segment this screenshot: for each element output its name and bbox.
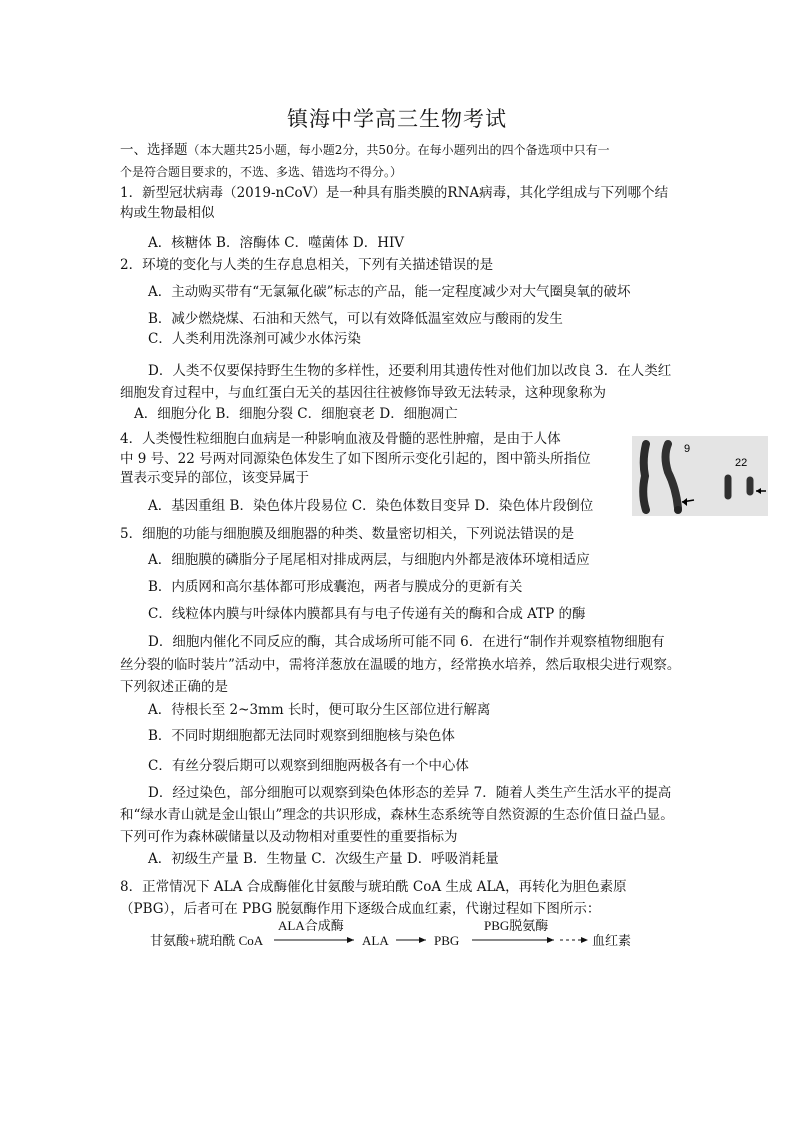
q7-options: A．初级生产量 B．生物量 C．次级生产量 D．呼吸消耗量 bbox=[148, 851, 499, 867]
pathway-arrow-2-head bbox=[419, 937, 426, 943]
page-title: 镇海中学高三生物考试 bbox=[287, 107, 507, 131]
section-heading-line bbox=[120, 141, 610, 159]
q1-stem-line1: 1．新型冠状病毒（2019-nCoV）是一种具有脂类膜的RNA病毒，其化学组成与下列哪个结 bbox=[120, 185, 669, 201]
q1-stem-line2: 构或生物最相似 bbox=[120, 205, 215, 221]
q6-option-b: B．不同时期细胞都无法同时观察到细胞核与染色体 bbox=[148, 728, 455, 744]
q2-stem: 2．环境的变化与人类的生存息息相关，下列有关描述错误的是 bbox=[120, 257, 494, 273]
q2-option-d: D．人类不仅要保持野生生物的多样性，还要利用其遗传性对他们加以改良 3．在人类红 bbox=[148, 363, 672, 379]
q4-stem-line3: 置表示变异的部位，该变异属于 bbox=[120, 470, 309, 486]
chromosome-9b-tip bbox=[674, 506, 682, 514]
q5-option-d: D．细胞内催化不同反应的酶，其合成场所可能不同 6．在进行“制作并观察植物细胞有 bbox=[148, 634, 665, 650]
q7-stem-line3: 下列可作为森林碳储量以及动物相对重要性的重要指标为 bbox=[120, 829, 458, 845]
chromosome-label-9: 9 bbox=[684, 443, 691, 455]
chromosome-figure bbox=[632, 436, 768, 516]
q5-option-b: B．内质网和高尔基体都可形成囊泡，两者与膜成分的更新有关 bbox=[148, 579, 523, 595]
q7-stem-line2: 和“绿水青山就是金山银山”理念的共识形成，森林生态系统等自然资源的生态价值日益凸显。 bbox=[120, 807, 674, 823]
pathway-ala: ALA bbox=[362, 933, 389, 948]
q6-option-c: C．有丝分裂后期可以观察到细胞两极各有一个中心体 bbox=[148, 758, 469, 774]
pathway-end: 血红素 bbox=[592, 933, 632, 948]
q3-stem-line2: 细胞发育过程中，与血红蛋白无关的基因往往被修饰导致无法转录，这种现象称为 bbox=[120, 385, 606, 401]
q4-options: A．基因重组 B．染色体片段易位 C．染色体数目变异 D．染色体片段倒位 bbox=[148, 498, 594, 514]
chromosome-label-22: 22 bbox=[735, 457, 748, 469]
pathway-pbg: PBG bbox=[434, 933, 460, 948]
q6-option-d: D．经过染色，部分细胞可以观察到染色体形态的差异 7．随着人类生产生活水平的提高 bbox=[148, 785, 672, 801]
chromosome-photo bbox=[632, 436, 768, 516]
section-note-1: （本大题共25小题，每小题2分，共50分。在每小题列出的四个备选项中只有一 bbox=[187, 143, 610, 157]
q4-stem-line1: 4．人类慢性粒细胞白血病是一种影响血液及骨髓的恶性肿瘤，是由于人体 bbox=[120, 431, 561, 447]
chromosome-9a bbox=[643, 444, 646, 510]
q2-option-a: A．主动购买带有“无氯氟化碳”标志的产品，能一定程度减少对大气圈臭氧的破坏 bbox=[148, 284, 631, 300]
q6-stem-line2: 丝分裂的临时装片”活动中，需将洋葱放在温暖的地方，经常换水培养，然后取根尖进行观察。 bbox=[120, 657, 681, 673]
pathway-arrow-4-head bbox=[581, 937, 588, 943]
q8-stem-line1: 8．正常情况下 ALA 合成酶催化甘氨酸与琥珀酰 CoA 生成 ALA，再转化为胆色素原 bbox=[120, 879, 627, 895]
pathway-enzyme-2: PBG脱氨酶 bbox=[484, 918, 549, 933]
pathway-start: 甘氨酸+琥珀酰 CoA bbox=[150, 933, 264, 948]
section-heading: 一、选择题 bbox=[120, 142, 188, 158]
q4-stem-line2: 中 9 号、22 号两对同源染色体发生了如下图所示变化引起的，图中箭头所指位 bbox=[120, 451, 591, 467]
metabolic-pathway-diagram bbox=[150, 918, 670, 958]
section-note-2: 个是符合题目要求的，不选、多选、错选均不得分。） bbox=[120, 165, 403, 179]
q5-option-a: A．细胞膜的磷脂分子尾尾相对排成两层，与细胞内外都是液体环境相适应 bbox=[148, 552, 590, 568]
pathway-arrow-3-head bbox=[547, 937, 554, 943]
pathway-arrow-1-head bbox=[347, 937, 354, 943]
q5-option-c: C．线粒体内膜与叶绿体内膜都具有与电子传递有关的酶和合成 ATP 的酶 bbox=[148, 606, 586, 622]
q2-option-c: C．人类利用洗涤剂可减少水体污染 bbox=[148, 331, 361, 347]
q1-options: A．核糖体 B．溶酶体 C．噬菌体 D．HIV bbox=[148, 235, 405, 251]
pathway-enzyme-1: ALA合成酶 bbox=[278, 918, 344, 933]
q5-stem: 5．细胞的功能与细胞膜及细胞器的种类、数量密切相关，下列说法错误的是 bbox=[120, 526, 575, 542]
q6-option-a: A．待根长至 2~3mm 长时，便可取分生区部位进行解离 bbox=[148, 702, 491, 718]
q2-option-b: B．减少燃烧煤、石油和天然气，可以有效降低温室效应与酸雨的发生 bbox=[148, 311, 563, 327]
q8-stem-line2: （PBG），后者可在 PBG 脱氨酶作用下逐级合成血红素，代谢过程如下图所示： bbox=[120, 901, 601, 917]
q6-stem-line3: 下列叙述正确的是 bbox=[120, 679, 228, 695]
q3-options: A．细胞分化 B．细胞分裂 C．细胞衰老 D．细胞凋亡 bbox=[134, 406, 458, 422]
